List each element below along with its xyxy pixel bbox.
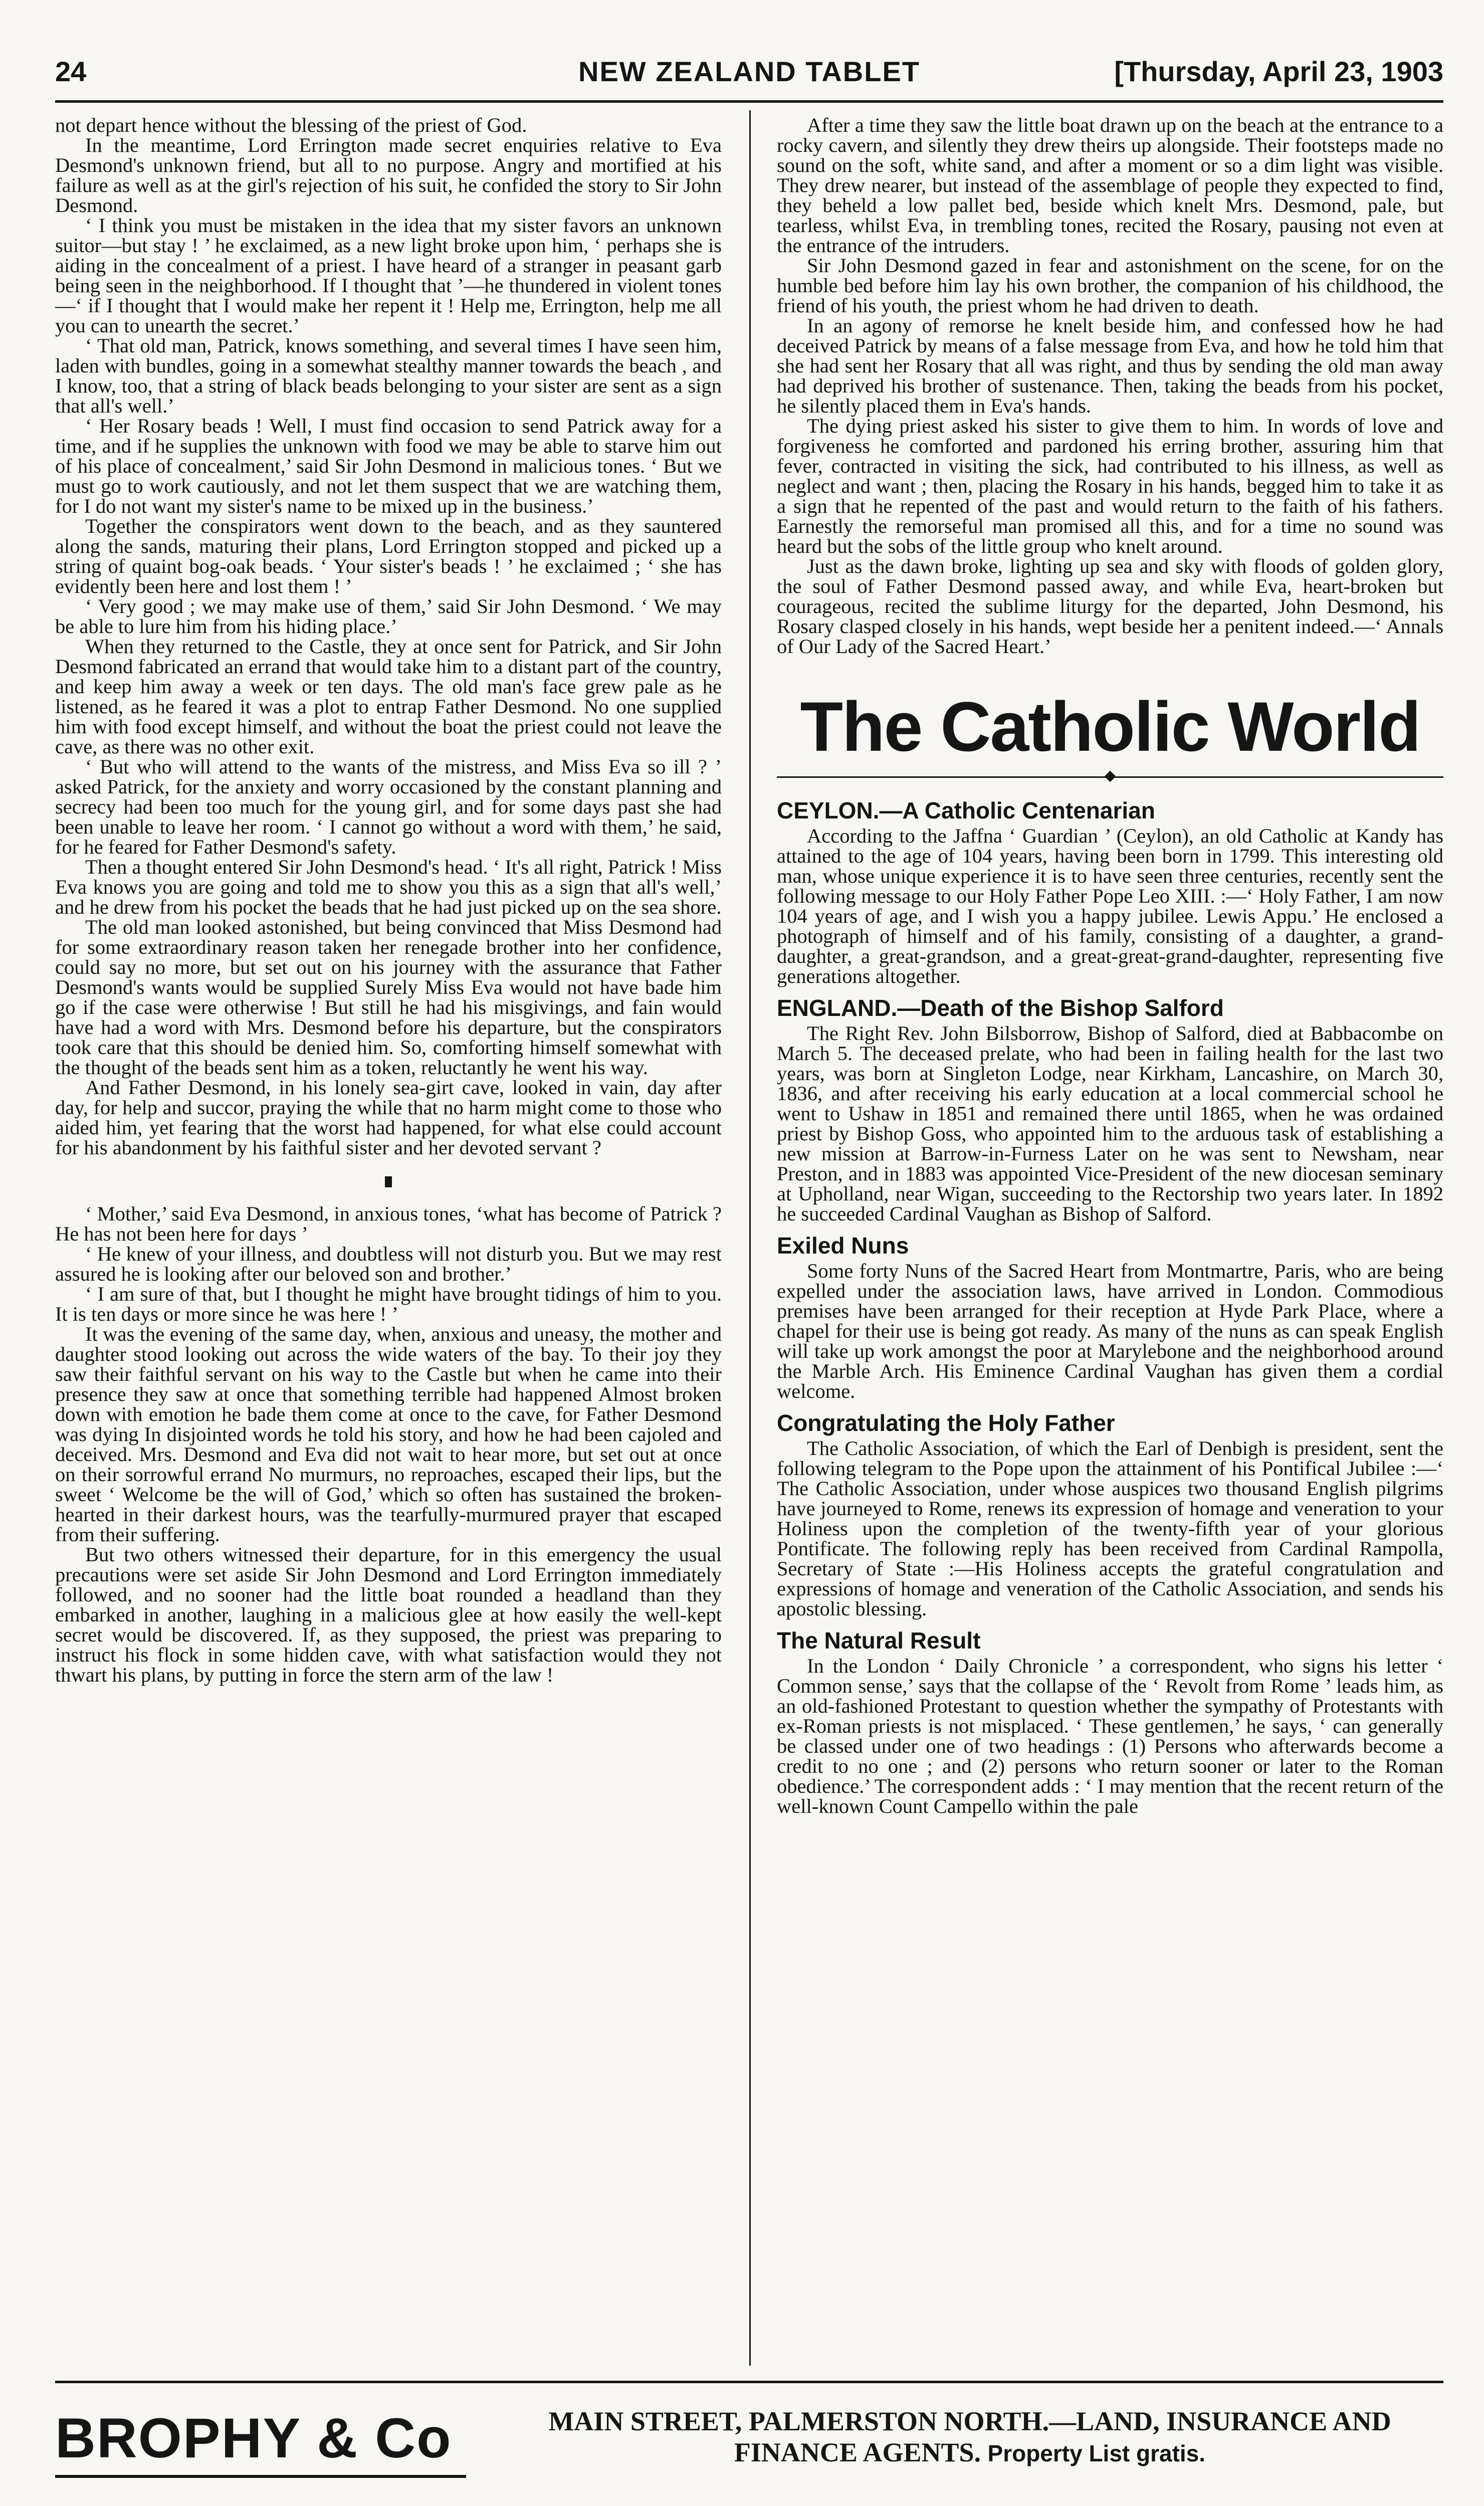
section-break-ornament <box>55 1171 722 1191</box>
advertiser-address <box>496 2406 1443 2469</box>
story-paragraph: ‘ That old man, Patrick, knows something, and several times I have seen him, laden with bundles, going in a somewhat stealthy manner towards the beach , and I know, too, that a string of black beads belonging to your sister are sent as a sign that all's well.’ <box>55 334 722 417</box>
story-paragraph: ‘ Her Rosary beads ! Well, I must find occasion to send Patrick away for a time, and if he supplies the unknown with food we may be able to starve him out of his place of concealment,’ said Sir John Desmond in malicious tones. ‘ But we must go to work cautiously, and not let them suspect that we are watching them, for I do not want my sister's name to be mixed up in the business.’ <box>55 414 722 517</box>
story-paragraph: In the meantime, Lord Errington made secret enquiries relative to Eva Desmond's unknown friend, but all to no purpose. Angry and mortified at his failure as well as at the girl's rejection of his suit, he confided the story to Sir John Desmond. <box>55 134 722 217</box>
article-heading: CEYLON.—A Catholic Centenarian <box>777 797 1155 823</box>
diamond-ornament-icon <box>1105 771 1116 782</box>
story-paragraph: Then a thought entered Sir John Desmond's head. ‘ It's all right, Patrick ! Miss Eva knows you are going and told me to show you this as a sign that all's well,’ and he drew from his pocket the beads that he had just picked up on the sea shore. <box>55 856 722 918</box>
article-natural-result <box>777 1627 1443 1816</box>
address-line: MAIN STREET, PALMERSTON NORTH.—LAND, INSURANCE AND <box>548 2406 1391 2436</box>
article-heading: The Natural Result <box>777 1627 981 1653</box>
masthead <box>55 50 1443 100</box>
article-heading: Exiled Nuns <box>777 1232 909 1259</box>
left-column <box>55 115 722 1685</box>
story-paragraph: The dying priest asked his sister to give them to him. In words of love and forgiveness he comforted and pardoned his erring brother, assuring him that fever, contracted in visiting the sick, had contributed to his illness, as well as neglect and want ; then, placing the Rosary in his hands, begged him to take it as a sign that he repented of the past and would return to the faith of his fathers. Earnestly the remorseful man promised all this, and for a time no sound was heard but the sobs of the little group who knelt around. <box>777 414 1443 557</box>
article-heading: ENGLAND.—Death of the Bishop Salford <box>777 995 1224 1021</box>
page-number: 24 <box>55 56 87 87</box>
story-paragraph: After a time they saw the little boat drawn up on the beach at the entrance to a rocky cavern, and silently they drew theirs up alongside. Their footsteps made no sound on the soft, white sand, and after a moment or so a dim light was visible. They drew nearer, but instead of the assemblage of people they expected to find, they beheld a low pallet bed, beside which knelt Mrs. Desmond, pale, but tearless, whilst Eva, in trembling tones, recited the Rosary, pausing not even at the entrance of the intruders. <box>777 114 1443 257</box>
masthead-rule <box>55 100 1443 103</box>
section-title: The Catholic World <box>800 687 1420 766</box>
column-divider <box>749 110 751 2366</box>
article-england <box>777 994 1443 1224</box>
story-paragraph: It was the evening of the same day, when, anxious and uneasy, the mother and daughter stood looking out across the wide waters of the bay. To their joy they saw their faithful servant on his way to the Castle but when he came into their presence they saw at once that something terrible had happened Almost broken down with emotion he bade them come at once to the cave, for Father Desmond was dying In disjointed words he told his story, and how he had been cajoled and deceived. Mrs. Desmond and Eva did not wait to hear more, but set out at once on their sorrowful errand No murmurs, no reproaches, escaped their lips, but the sweet ‘ Welcome be the will of God,’ which so often has sustained the broken-hearted in their darkest hours, was the tearfully-murmured prayer that escaped from their suffering. <box>55 1323 722 1546</box>
article-holy-father <box>777 1409 1443 1619</box>
property-list-note: Property List gratis. <box>987 2440 1206 2466</box>
newspaper-page <box>55 50 1443 2486</box>
brand-underline <box>55 2475 466 2478</box>
story-paragraph: ‘ I am sure of that, but I thought he might have brought tidings of him to you. It is ten days or more since he was here ! ’ <box>55 1283 722 1325</box>
story-paragraph: ‘ He knew of your illness, and doubtless will not disturb you. But we may rest assured he is looking after our beloved son and brother.’ <box>55 1242 722 1285</box>
agents-line: FINANCE AGENTS. <box>734 2437 981 2467</box>
issue-date: [Thursday, April 23, 1903 <box>1114 56 1443 87</box>
story-paragraph: In an agony of remorse he knelt beside him, and confessed how he had deceived Patrick by means of a false message from Eva, and how he told him that she had sent her Rosary that all was right, and thus by sending the old man away had deprived his brother of sustenance. Then, taking the beads from his pocket, he silently placed them in Eva's hands. <box>777 314 1443 417</box>
article-paragraph: In the London ‘ Daily Chronicle ’ a correspondent, who signs his letter ‘ Common sense,’ says that the collapse of the ‘ Revolt from Rome ’ leads him, as an old-fashioned Protestant to question whether the sympathy of Protestants with ex-Roman priests is not misplaced. ‘ These gentlemen,’ he says, ‘ can generally be classed under one of two headings : (1) Persons who afterwards become a credit to no one ; and (2) persons who return sooner or later to the Roman obedience.’ The correspondent adds : ‘ I may mention that the recent return of the well-known Count Campello within the pale <box>777 1654 1443 1817</box>
story-paragraph: But two others witnessed their departure, for in this emergency the usual precautions were set aside Sir John Desmond and Lord Errington immediately followed, and no sooner had the little boat rounded a headland than they embarked in another, laughing in a malicious glee at how easily the well-kept secret would be discovered. If, as they supposed, the priest was preparing to instruct his flock in some hidden cave, with what satisfaction would they not thwart his plans, by putting in force the stern arm of the law ! <box>55 1543 722 1686</box>
advertiser-brand: BROPHY & Co <box>55 2407 452 2469</box>
article-paragraph: According to the Jaffna ‘ Guardian ’ (Ceylon), an old Catholic at Kandy has attained to the age of 104 years, having been born in 1799. This interesting old man, whose unique experience it is to have seen three centuries, recently sent the following message to our Holy Father Pope Leo XIII. :—‘ Holy Father, I am now 104 years of age, and I wish you a happy jubilee. Lewis Appu.’ He enclosed a photograph of himself and of his family, consisting of a daughter, a grand-daughter, a great-grandson, and a great-great-grand-daughter, representing five generations altogether. <box>777 824 1443 987</box>
story-paragraph: ‘ But who will attend to the wants of the mistress, and Miss Eva so ill ? ’ asked Patrick, for the anxiety and worry occasioned by the constant planning and secrecy had been too much for the young girl, and for some days past she had been unable to leave her room. ‘ I cannot go without a word with them,’ he said, for he feared for Father Desmond's safety. <box>55 755 722 858</box>
right-column <box>777 115 1443 1816</box>
story-paragraph: ‘ Very good ; we may make use of them,’ said Sir John Desmond. ‘ We may be able to lure him from his hiding place.’ <box>55 595 722 638</box>
article-paragraph: The Right Rev. John Bilsborrow, Bishop of Salford, died at Babbacombe on March 5. The deceased prelate, who had been in failing health for the last two years, was born at Singleton Lodge, near Kirkham, Lancashire, on March 30, 1836, and after receiving his early education at a local commercial school he went to Ushaw in 1851 and remained there until 1865, when he was ordained priest by Bishop Goss, who appointed him to the arduous task of establishing a new mission at Barrow-in-Furness Later on he was sent to Newsham, near Preston, and in 1883 was appointed Vice-President of the new diocesan seminary at Upholland, near Wigan, succeeding to the Rectorship two years later. In 1892 he succeeded Cardinal Vaughan as Bishop of Salford. <box>777 1022 1443 1225</box>
story-paragraph: And Father Desmond, in his lonely sea-girt cave, looked in vain, day after day, for help and succor, praying the while that no harm might come to those who aided him, yet fearing that the worst had happened, for what else could account for his abandonment by his faithful sister and her devoted servant ? <box>55 1076 722 1159</box>
story-paragraph: ‘ I think you must be mistaken in the idea that my sister favors an unknown suitor—but stay ! ’ he exclaimed, as a new light broke upon him, ‘ perhaps she is aiding in the concealment of a priest. I have heard of a stranger in peasant garb being seen in the neighborhood. If I thought that ’—he thundered in violent tones —‘ if I thought that I would make her repent it ! Help me, Errington, help me all you can to unearth the secret.’ <box>55 214 722 337</box>
story-paragraph: The old man looked astonished, but being convinced that Miss Desmond had for some extraordinary reason taken her renegade brother into her confidence, could say no more, but set out on his journey with the assurance that Father Desmond's wants would be supplied Surely Miss Eva would not have bade him go if the case were otherwise ! But still he had his misgivings, and fain would have had a word with Mrs. Desmond before his departure, but the conspirators took care that this should be denied him. So, comforting himself somewhat with the thought of the beads sent him as a token, reluctantly he went his way. <box>55 916 722 1079</box>
article-exiled-nuns <box>777 1232 1443 1401</box>
story-paragraph: Together the conspirators went down to the beach, and as they sauntered along the sands, maturing their plans, Lord Errington stopped and picked up a string of quaint bog-oak beads. ‘ Your sister's beads ! ’ he exclaimed ; ‘ she has evidently been here and lost them ! ’ <box>55 515 722 597</box>
story-paragraph: Just as the dawn broke, lighting up sea and sky with floods of golden glory, the soul of Father Desmond passed away, and while Eva, heart-broken but courageous, recited the sublime liturgy for the departed, John Desmond, his Rosary clasped closely in his hands, wept beside her a penitent indeed.—‘ Annals of Our Lady of the Sacred Heart.’ <box>777 555 1443 658</box>
newspaper-title: NEW ZEALAND TABLET <box>578 56 920 87</box>
article-paragraph: The Catholic Association, of which the Earl of Denbigh is president, sent the following telegram to the Pope upon the attainment of his Pontifical Jubilee :—‘ The Catholic Association, under whose auspices two thousand English pilgrims have journeyed to Rome, renews its expression of homage and veneration to your Holiness upon the completion of the twenty-fifth year of your glorious Pontificate. The following reply has been received from Cardinal Rampolla, Secretary of State :—His Holiness accepts the grateful congratulation and expressions of homage and veneration of the Catholic Association, and sends his apostolic blessing. <box>777 1437 1443 1620</box>
footer-rule <box>55 2381 1443 2383</box>
story-paragraph: When they returned to the Castle, they at once sent for Patrick, and Sir John Desmond fabricated an errand that would take him to a distant part of the country, and keep him away a week or ten days. The old man's face grew pale as he listened, as he feared it was a plot to entrap Father Desmond. No one supplied him with food except himself, and without the boat the priest could not leave the cave, as there was no other exit. <box>55 635 722 758</box>
article-ceylon <box>777 797 1443 986</box>
section-title-rule <box>777 772 1443 782</box>
advertisement-footer <box>55 2401 1443 2481</box>
story-paragraph: Sir John Desmond gazed in fear and astonishment on the scene, for on the humble bed before him lay his own brother, the companion of his childhood, the friend of his youth, the priest whom he had driven to death. <box>777 254 1443 317</box>
story-paragraph: ‘ Mother,’ said Eva Desmond, in anxious tones, ‘what has become of Patrick ? He has not been here for days ’ <box>55 1202 722 1245</box>
article-paragraph: Some forty Nuns of the Sacred Heart from Montmartre, Paris, who are being expelled under the association laws, have arrived in London. Commodious premises have been arranged for their reception at Hyde Park Place, where a chapel for their use is being got ready. As many of the nuns as can speak English will take up work amongst the poor at Marylebone and the neighborhood around the Marble Arch. His Eminence Cardinal Vaughan has given them a cordial welcome. <box>777 1260 1443 1402</box>
article-heading: Congratulating the Holy Father <box>777 1410 1115 1436</box>
story-paragraph: not depart hence without the blessing of the priest of God. <box>55 114 527 136</box>
